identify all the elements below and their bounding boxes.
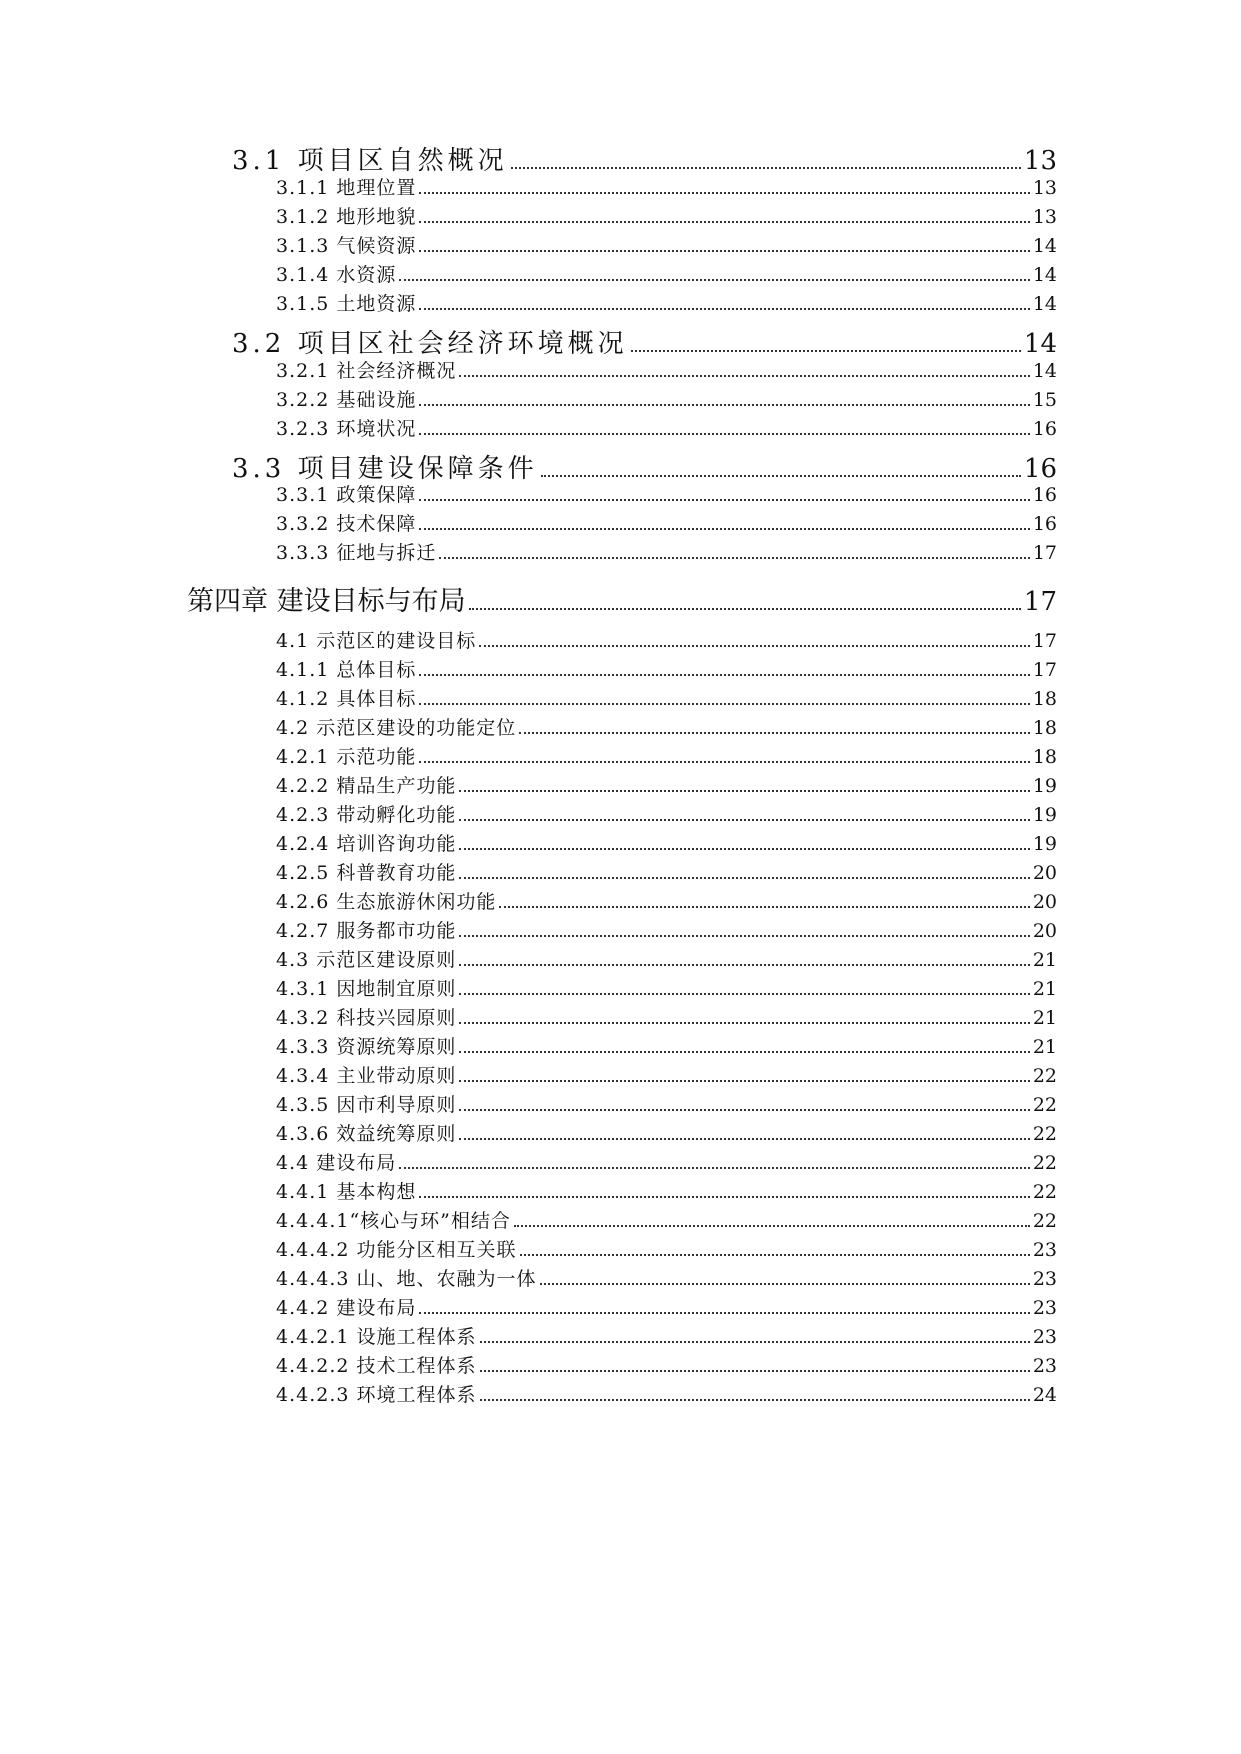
toc-entry	[276, 829, 1057, 855]
dot-leader	[419, 1312, 1029, 1314]
toc-entry-page: 23	[1032, 1268, 1057, 1290]
toc-entry-page: 15	[1032, 389, 1057, 411]
toc-entry-page: 17	[1032, 659, 1057, 681]
toc-entry-title: 4.2.7 服务都市功能	[276, 920, 457, 942]
dot-leader	[520, 1254, 1030, 1256]
toc-entry-title: 3.1.2 地形地貌	[276, 206, 417, 228]
toc-entry-page: 23	[1032, 1297, 1057, 1319]
dot-leader	[459, 935, 1029, 937]
toc-entry	[276, 385, 1057, 411]
toc-entry-title: 4.2.3 带动孵化功能	[276, 804, 457, 826]
dot-leader	[459, 1138, 1029, 1140]
toc-entry	[232, 323, 1057, 357]
toc-entry-title: 3.2.3 环境状况	[276, 418, 417, 440]
toc-entry-page: 16	[1032, 513, 1057, 535]
dot-leader	[499, 906, 1029, 908]
dot-leader	[459, 1109, 1029, 1111]
toc-entry-page: 19	[1032, 775, 1057, 797]
toc-entry-title: 4.1.2 具体目标	[276, 688, 417, 710]
toc-entry-page: 17	[1032, 630, 1057, 652]
dot-leader	[480, 1341, 1030, 1343]
toc-entry-title: 3.3 项目建设保障条件	[232, 454, 538, 484]
toc-entry-page: 19	[1032, 833, 1057, 855]
toc-entry-title: 4.4.1 基本构想	[276, 1181, 417, 1203]
toc-entry-page: 14	[1032, 264, 1057, 286]
dot-leader	[480, 1399, 1030, 1401]
dot-leader	[419, 761, 1029, 763]
toc-entry-title: 3.2 项目区社会经济环境概况	[232, 329, 628, 359]
dot-leader	[439, 557, 1029, 559]
toc-entry-title: 3.3.2 技术保障	[276, 513, 417, 535]
dot-leader	[459, 848, 1029, 850]
toc-entry-page: 22	[1032, 1065, 1057, 1087]
toc-entry-page: 14	[1032, 360, 1057, 382]
toc-entry-title: 4.4.4.3 山、地、农融为一体	[276, 1268, 537, 1290]
toc-entry-title: 4.3 示范区建设原则	[276, 949, 457, 971]
toc-entry	[276, 1119, 1057, 1145]
dot-leader	[399, 279, 1029, 281]
toc-entry-title: 4.1 示范区的建设目标	[276, 630, 477, 652]
toc-entry-title: 4.2.1 示范功能	[276, 746, 417, 768]
toc-entry	[276, 1293, 1057, 1319]
toc-entry	[276, 916, 1057, 942]
dot-leader	[459, 1051, 1029, 1053]
toc-entry-page: 20	[1032, 862, 1057, 884]
toc-entry	[276, 684, 1057, 710]
toc-entry-page: 19	[1032, 804, 1057, 826]
toc-entry-title: 3.3.3 征地与拆迁	[276, 542, 437, 564]
dot-leader	[459, 375, 1029, 377]
toc-entry	[276, 626, 1057, 652]
toc-entry-page: 21	[1032, 978, 1057, 1000]
dot-leader	[419, 192, 1029, 194]
toc-entry-page: 21	[1032, 1007, 1057, 1029]
toc-entry	[276, 1264, 1057, 1290]
toc-entry-page: 18	[1032, 746, 1057, 768]
toc-entry	[276, 1061, 1057, 1087]
toc-entry	[276, 356, 1057, 382]
dot-leader	[480, 1370, 1030, 1372]
toc-entry	[276, 945, 1057, 971]
toc-entry-page: 13	[1023, 146, 1057, 176]
toc-entry-title: 3.1.1 地理位置	[276, 177, 417, 199]
toc-entry	[276, 1148, 1057, 1174]
toc-entry	[276, 1032, 1057, 1058]
dot-leader	[399, 1167, 1030, 1169]
dot-leader	[419, 1196, 1029, 1198]
toc-entry	[276, 289, 1057, 315]
toc-entry-title: 4.4.2.3 环境工程体系	[276, 1384, 477, 1406]
toc-entry-title: 4.4.2.2 技术工程体系	[276, 1355, 477, 1377]
toc-entry-page: 23	[1032, 1239, 1057, 1261]
toc-entry-title: 4.3.1 因地制宜原则	[276, 978, 457, 1000]
toc-entry-title: 4.4.2.1 设施工程体系	[276, 1326, 477, 1348]
toc-entry	[276, 887, 1057, 913]
toc-entry	[276, 1380, 1057, 1406]
toc-entry-title: 4.2.6 生态旅游休闲功能	[276, 891, 497, 913]
toc-entry-title: 3.1.4 水资源	[276, 264, 397, 286]
toc-entry-page: 13	[1032, 177, 1057, 199]
toc-entry-title: 3.2.2 基础设施	[276, 389, 417, 411]
dot-leader	[519, 732, 1030, 734]
dot-leader	[419, 221, 1029, 223]
dot-leader	[479, 645, 1030, 647]
toc-entry-title: 4.2.4 培训咨询功能	[276, 833, 457, 855]
toc-entry-title: 3.1 项目区自然概况	[232, 146, 508, 176]
toc-entry	[276, 771, 1057, 797]
toc-entry	[276, 858, 1057, 884]
toc-entry	[276, 713, 1057, 739]
toc-entry-page: 16	[1032, 418, 1057, 440]
dot-leader	[419, 433, 1029, 435]
toc-entry	[276, 1351, 1057, 1377]
toc-entry-page: 21	[1032, 949, 1057, 971]
toc-entry	[276, 173, 1057, 199]
toc-entry	[276, 480, 1057, 506]
dot-leader	[459, 1080, 1029, 1082]
dot-leader	[459, 1022, 1029, 1024]
toc-entry	[276, 509, 1057, 535]
toc-entry-page: 16	[1032, 484, 1057, 506]
dot-leader	[459, 790, 1029, 792]
toc-entry-page: 14	[1023, 329, 1057, 359]
toc-entry-page: 22	[1032, 1210, 1057, 1232]
toc-entry-title: 4.2.5 科普教育功能	[276, 862, 457, 884]
toc-entry	[276, 655, 1057, 681]
toc-entry-page: 23	[1032, 1326, 1057, 1348]
toc-entry	[276, 974, 1057, 1000]
toc-entry-page: 24	[1032, 1384, 1057, 1406]
dot-leader	[419, 308, 1029, 310]
toc-entry-page: 21	[1032, 1036, 1057, 1058]
toc-entry	[276, 1177, 1057, 1203]
toc-entry	[276, 231, 1057, 257]
dot-leader	[419, 703, 1029, 705]
toc-entry-page: 14	[1032, 293, 1057, 315]
dot-leader	[469, 608, 1021, 610]
dot-leader	[419, 528, 1029, 530]
toc-entry	[276, 414, 1057, 440]
toc-entry-title: 4.3.2 科技兴园原则	[276, 1007, 457, 1029]
dot-leader	[540, 1283, 1030, 1285]
toc-entry-title: 3.2.1 社会经济概况	[276, 360, 457, 382]
toc-entry-page: 17	[1032, 542, 1057, 564]
toc-entry-page: 16	[1023, 454, 1057, 484]
toc-entry-title: 3.1.5 土地资源	[276, 293, 417, 315]
toc-entry	[276, 742, 1057, 768]
toc-entry-page: 22	[1032, 1123, 1057, 1145]
toc-entry	[276, 1003, 1057, 1029]
toc-entry-page: 17	[1023, 587, 1057, 617]
dot-leader	[419, 499, 1029, 501]
toc-entry-title: 3.3.1 政策保障	[276, 484, 417, 506]
toc-entry-title: 4.4.2 建设布局	[276, 1297, 417, 1319]
toc-entry	[276, 1090, 1057, 1116]
dot-leader	[511, 167, 1021, 169]
toc-entry-page: 22	[1032, 1152, 1057, 1174]
dot-leader	[419, 404, 1029, 406]
toc-entry-title: 4.1.1 总体目标	[276, 659, 417, 681]
toc-entry-page: 23	[1032, 1355, 1057, 1377]
toc-entry	[276, 1322, 1057, 1348]
dot-leader	[419, 250, 1029, 252]
toc-entry	[276, 1235, 1057, 1261]
dot-leader	[459, 964, 1030, 966]
dot-leader	[459, 819, 1029, 821]
toc-entry-title: 4.4.4.1“核心与环”相结合	[276, 1210, 511, 1232]
dot-leader	[631, 350, 1021, 352]
toc-entry-title: 4.3.6 效益统筹原则	[276, 1123, 457, 1145]
toc-entry-title: 4.2 示范区建设的功能定位	[276, 717, 517, 739]
dot-leader	[459, 993, 1029, 995]
toc-entry-page: 22	[1032, 1094, 1057, 1116]
dot-leader	[514, 1225, 1030, 1227]
dot-leader	[459, 877, 1029, 879]
toc-entry	[276, 800, 1057, 826]
toc-chapter-entry	[187, 579, 1057, 615]
toc-entry	[276, 260, 1057, 286]
dot-leader	[419, 674, 1029, 676]
toc-entry	[276, 538, 1057, 564]
toc-entry-title: 4.2.2 精品生产功能	[276, 775, 457, 797]
toc-entry	[232, 448, 1057, 482]
toc-entry-page: 14	[1032, 235, 1057, 257]
toc-entry-title: 4.3.4 主业带动原则	[276, 1065, 457, 1087]
toc-entry-page: 20	[1032, 920, 1057, 942]
toc-entry-page: 22	[1032, 1181, 1057, 1203]
toc-entry	[232, 140, 1057, 174]
toc-entry-page: 18	[1032, 688, 1057, 710]
toc-entry-page: 18	[1032, 717, 1057, 739]
toc-entry	[276, 202, 1057, 228]
toc-entry-title: 第四章 建设目标与布局	[187, 586, 466, 617]
toc-entry-title: 4.3.3 资源统筹原则	[276, 1036, 457, 1058]
toc-entry-page: 13	[1032, 206, 1057, 228]
toc-entry-title: 3.1.3 气候资源	[276, 235, 417, 257]
toc-entry	[276, 1206, 1057, 1232]
toc-entry-page: 20	[1032, 891, 1057, 913]
toc-entry-title: 4.3.5 因市利导原则	[276, 1094, 457, 1116]
toc-entry-title: 4.4.4.2 功能分区相互关联	[276, 1239, 517, 1261]
toc-entry-title: 4.4 建设布局	[276, 1152, 397, 1174]
dot-leader	[541, 475, 1021, 477]
